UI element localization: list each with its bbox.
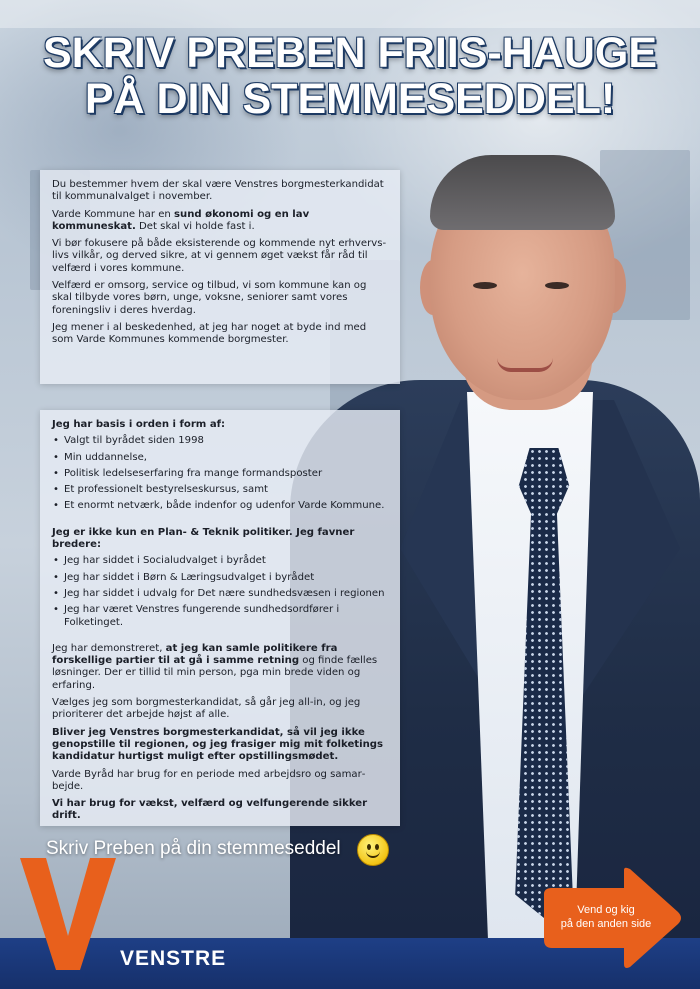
portrait-mouth [497,358,553,372]
basis-list [52,435,388,512]
intro-paragraph [52,209,388,234]
list-item: • Et enormt netværk, både indenfor og udenfor Varde Kommune. [64,500,388,512]
intro-paragraph: Jeg mener i al beskedenhed, at jeg har noget at byde ind med som Varde Kommunes kommende borgmester. [52,321,367,346]
list-item: • Jeg har siddet i Børn & Læringsudvalget i byrådet [64,572,388,584]
list-item: • Jeg har været Venstres fungerende sundhedsordfører i Folketinget. [64,604,388,629]
spacer [52,519,388,527]
background-window-band [0,0,700,28]
intro-paragraph: Velfærd er omsorg, service og tilbud, vi som kommune kan og skal tilbyde vores børn, unge, voksne, seniorer samt vores foreningsliv i deres hverdag. [52,280,367,316]
intro-text: Det skal vi holde fast i. [135,220,255,232]
party-name: VENSTRE [120,947,227,970]
closing-emphasis: at jeg kan samle politikere fra forskellige partier til at gå i samme retning [52,642,338,667]
list-item: • Valgt til byrådet siden 1998 [64,435,388,447]
cta-text: Skriv Preben på din stemmeseddel [46,838,341,859]
spacer [52,635,388,643]
portrait-eye-right [545,282,569,289]
closing-paragraph: Vi har brug for vækst, velfærd og velfungerende sikker drift. [52,798,368,822]
intro-text: Varde Kommune har en [52,208,175,220]
closing-paragraph: Bliver jeg Venstres borgmesterkandidat, så vil jeg ikke genopstille til regionen, og jeg frasiger mig mit folketings kandidatur hurtigst muligt efter opstillingsmødet. [52,726,383,763]
venstre-logo-icon [20,858,116,970]
list-item: • Et professionelt bestyrelseskursus, samt [64,484,388,496]
smiley-mouth [366,849,380,858]
basis-heading: Jeg har basis i orden i form af: [52,419,226,430]
headline-line-1: SKRIV PREBEN FRIIS-HAUGE [42,29,657,77]
headline-line-2: PÅ DIN STEMMESEDDEL! [84,75,616,123]
turn-page-note [548,903,664,931]
qualifications-panel [40,410,400,826]
portrait-eye-left [473,282,497,289]
page-title [0,30,700,122]
closing-paragraph [52,643,388,692]
closing-text: Jeg har demonstreret, [52,642,166,654]
closing-paragraph: Varde Byråd har brug for en periode med arbejdsro og samarbejde. [52,768,366,792]
broader-list [52,555,388,628]
list-item: • Jeg har siddet i udvalg for Det nære sundhedsvæsen i regionen [64,588,388,600]
turn-page-line-2: på den anden side [560,918,652,930]
turn-page-line-1: Vend og kig [577,904,635,916]
intro-paragraph: Du bestemmer hvem der skal være Venstres borgmesterkandidat til kommunalvalget i november. [52,179,384,203]
intro-emphasis: sund økonomi og en lav kommuneskat. [52,208,310,232]
intro-paragraph: Vi bør fokusere på både eksisterende og kommende nyt erhvervslivs vilkår, og derved sikre, at vi gennem øget vækst får råd til velfærd i vores kommune. [52,238,387,274]
intro-panel [40,170,400,384]
list-item: • Min uddannelse, [64,452,388,464]
list-item: • Jeg har siddet i Socialudvalget i byrådet [64,555,388,567]
closing-text: og finde fælles løsninger. Der er tillid til min person, pga min brede viden og erfaring. [52,655,378,691]
broader-heading: Jeg er ikke kun en Plan- & Teknik politiker. Jeg favner bredere: [52,526,355,551]
closing-paragraph: Vælges jeg som borgmesterkandidat, så går jeg all-in, og jeg prioriterer det arbejde højst af alle. [52,697,361,721]
portrait-hair [430,155,615,230]
smiley-icon [357,834,389,866]
list-item: • Politisk ledelseserfaring fra mange formandsposter [64,468,388,480]
